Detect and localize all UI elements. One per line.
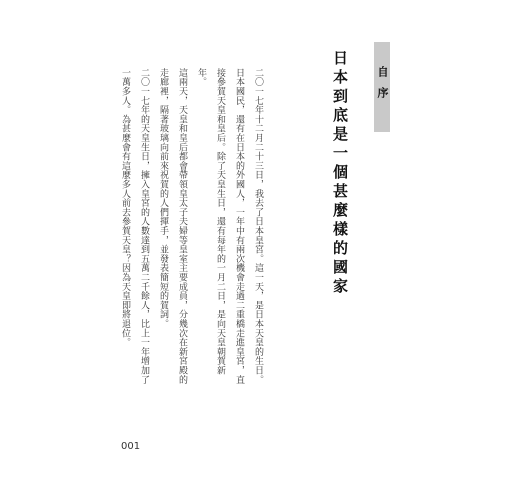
page-number: 001 (121, 441, 141, 452)
paragraph: 二〇一七年的天皇生日，擁入皇宮的人數達到五萬二千餘人，比上一年增加了一萬多人。為甚麼會有這麼多人前去參賀天皇？因為天皇即將退位。 (120, 68, 149, 385)
section-tab (374, 42, 390, 132)
section-tab-label: 自序 (376, 66, 389, 108)
paragraph: 二〇一七年十二月二十三日，我去了日本皇宮。這一天，是日本天皇的生日。日本國民，還有在日本的外國人，一年中有兩次機會走過二重橋走進皇宮，直接參賀天皇和皇后。除了天皇生日，還有每年的一月二日，是向天皇朝賀新年。 (196, 68, 263, 385)
chapter-title: 日本到底是一個甚麼樣的國家 (331, 50, 349, 297)
body-text (117, 68, 267, 388)
paragraph: 這兩天，天皇和皇后都會帶領皇太子夫婦等皇室主要成員，分幾次在新宮殿的走廊裡，隔著玻璃向前來祝賀的人們揮手，並發表簡短的賀詞。 (158, 68, 187, 385)
